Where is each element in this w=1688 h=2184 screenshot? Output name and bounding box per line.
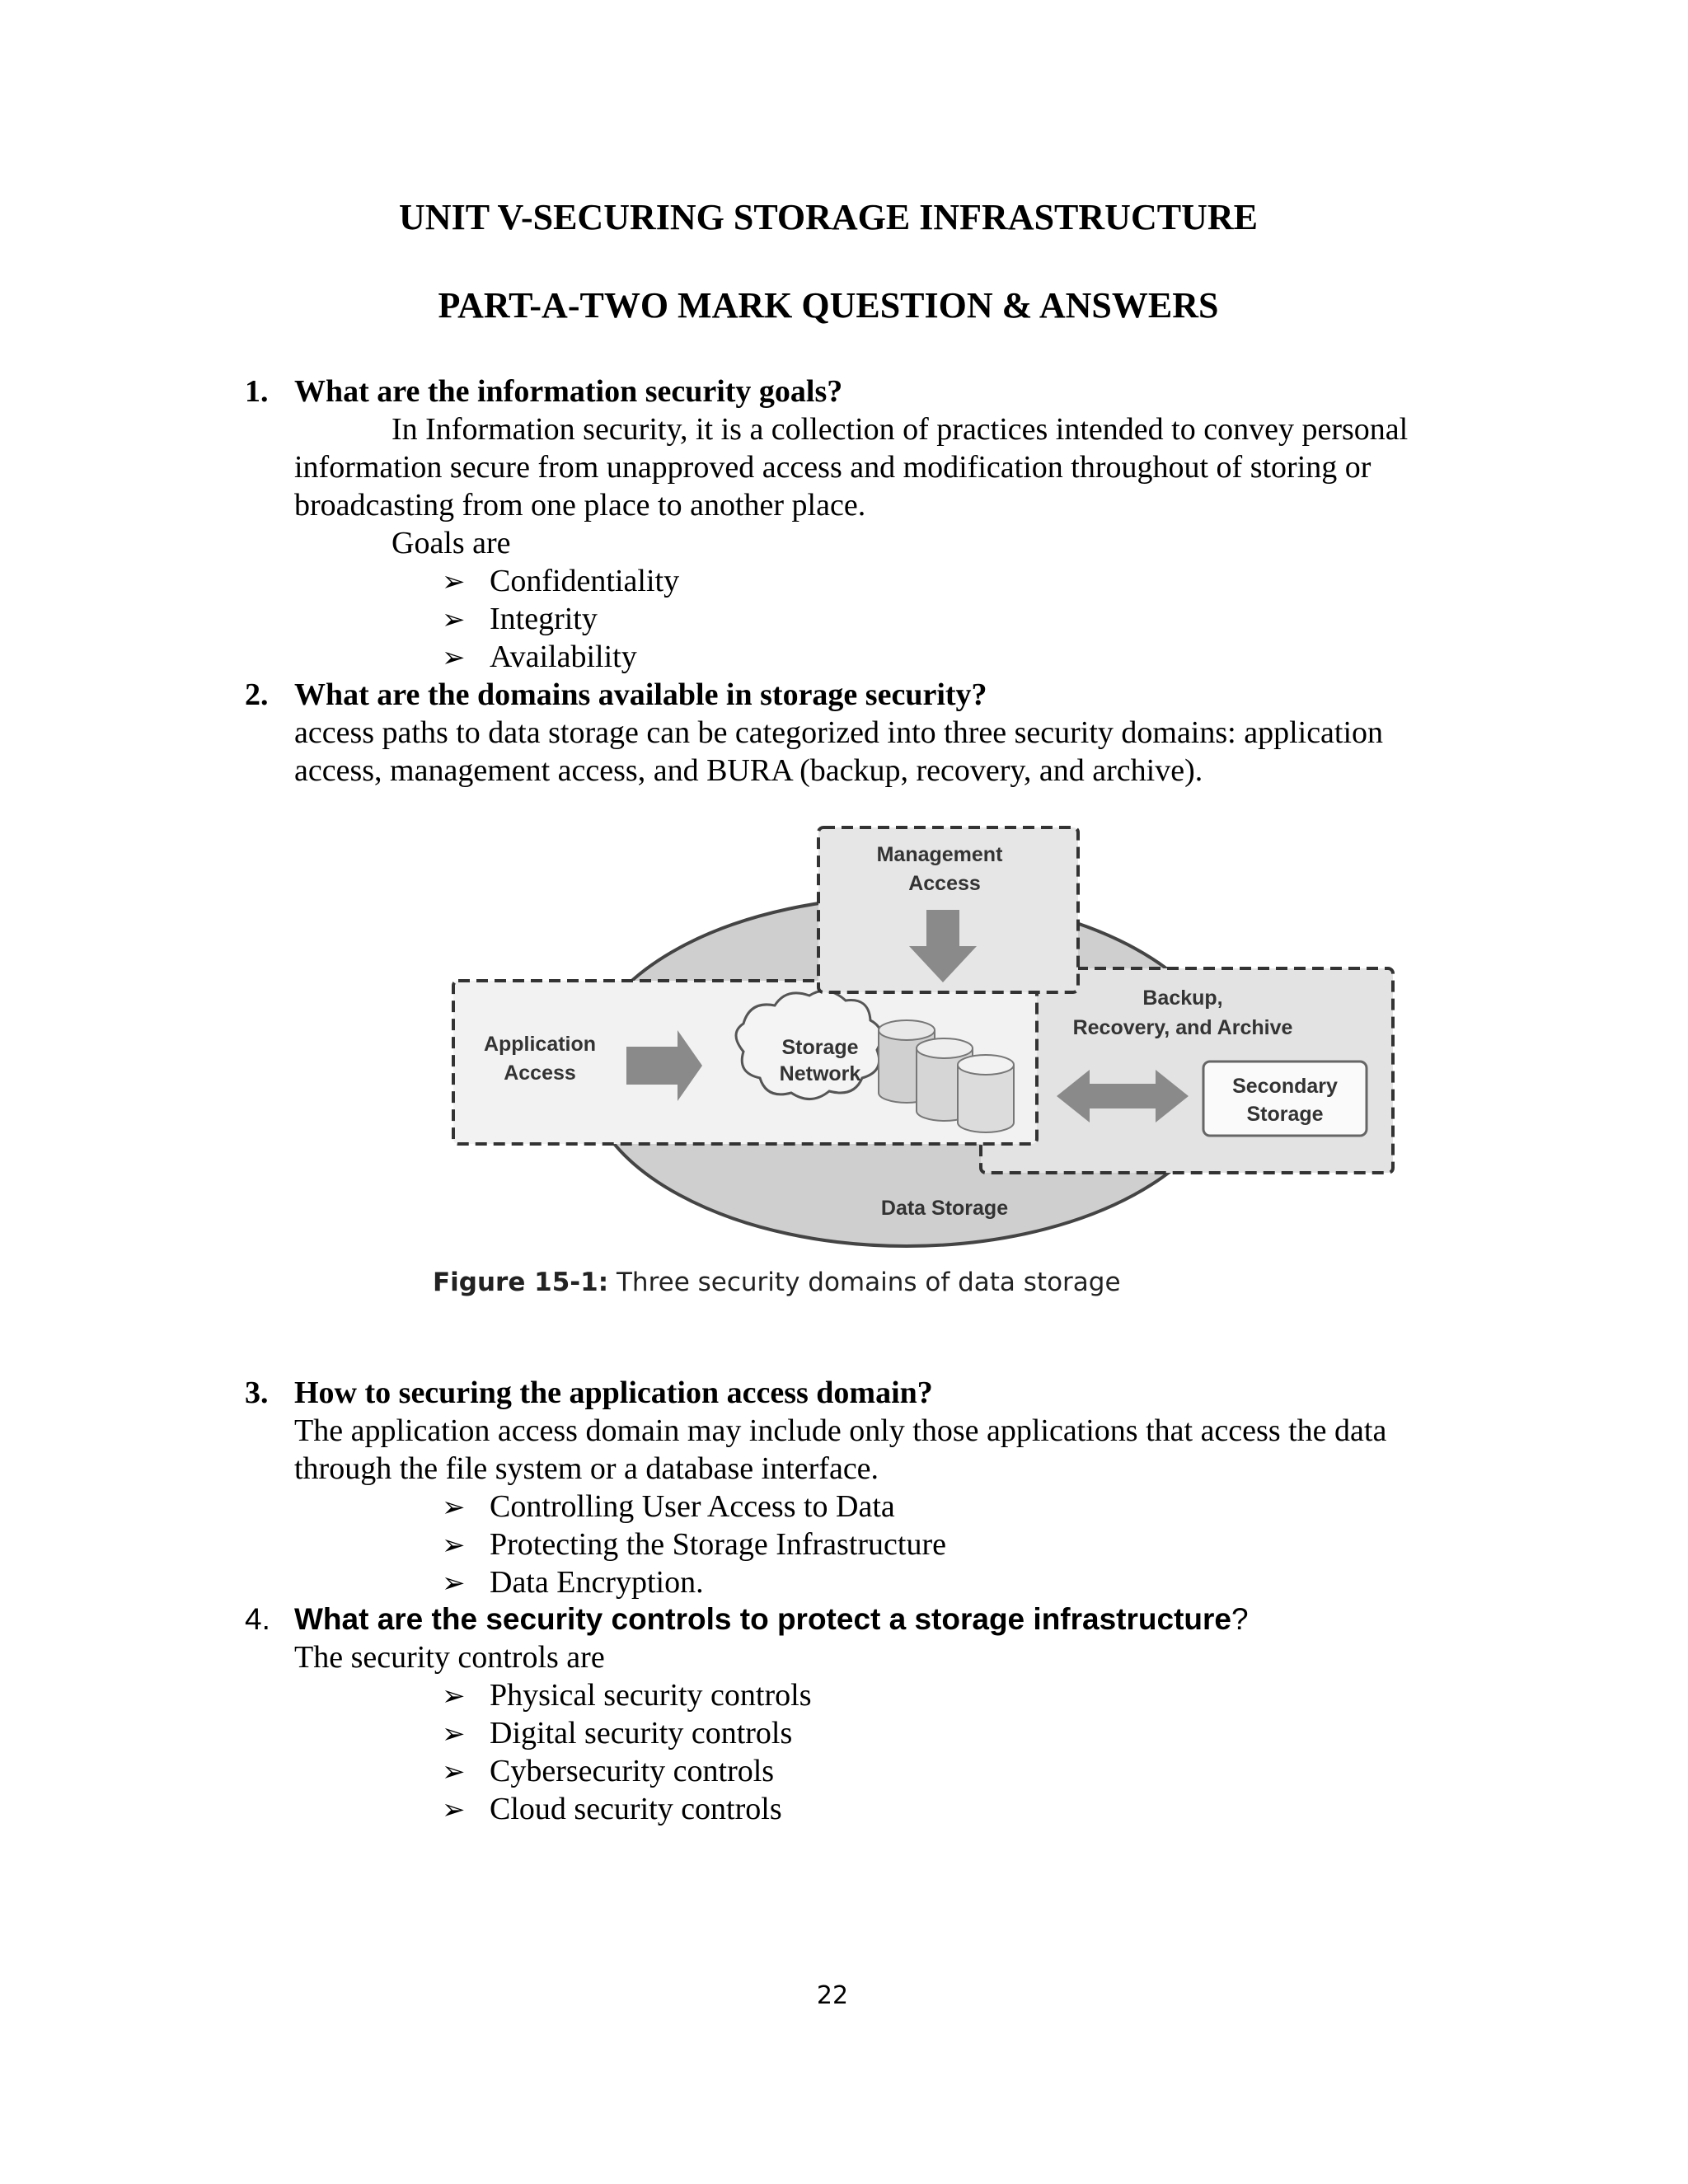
application-access-line1: Application bbox=[483, 1033, 597, 1056]
part-title: PART-A-TWO MARK QUESTION & ANSWERS bbox=[438, 285, 1219, 326]
list-item: ➢ Availability bbox=[442, 638, 679, 676]
question-text: What are the information security goals? bbox=[294, 374, 843, 409]
q4-intro: The security controls are bbox=[294, 1640, 605, 1675]
list-item: ➢ Controlling User Access to Data bbox=[442, 1488, 946, 1526]
storage-network-line2: Network bbox=[779, 1062, 861, 1085]
q4-items-list bbox=[442, 1676, 811, 1828]
arrow-bullet-icon: ➢ bbox=[442, 1719, 466, 1750]
caption-text: Three security domains of data storage bbox=[608, 1268, 1121, 1297]
question-text: What are the domains available in storage security? bbox=[294, 677, 987, 712]
list-item: ➢ Cloud security controls bbox=[442, 1790, 811, 1828]
list-item: ➢ Confidentiality bbox=[442, 562, 679, 600]
application-access-line2: Access bbox=[504, 1062, 576, 1085]
question-number: 3. bbox=[245, 1376, 269, 1410]
bura-label-line1: Backup, bbox=[1142, 987, 1223, 1010]
unit-title: UNIT V-SECURING STORAGE INFRASTRUCTURE bbox=[399, 197, 1258, 237]
page-number: 22 bbox=[816, 1981, 849, 2010]
data-storage-label: Data Storage bbox=[880, 1197, 1009, 1220]
management-access-line1: Management bbox=[876, 843, 1003, 866]
arrow-bullet-icon: ➢ bbox=[442, 1795, 466, 1825]
arrow-bullet-icon: ➢ bbox=[442, 567, 466, 598]
arrow-bullet-icon: ➢ bbox=[442, 1530, 466, 1561]
arrow-bullet-icon: ➢ bbox=[442, 1681, 466, 1712]
list-item: ➢ Digital security controls bbox=[442, 1714, 811, 1752]
arrow-bullet-icon: ➢ bbox=[442, 1493, 466, 1523]
list-item: ➢ Protecting the Storage Infrastructure bbox=[442, 1526, 946, 1563]
q3-answer: The application access domain may include only those applications that access the data through the file system or a database interface. bbox=[294, 1413, 1387, 1486]
q3-items-list bbox=[442, 1488, 946, 1601]
list-item: ➢ Cybersecurity controls bbox=[442, 1752, 811, 1790]
q1-goals-intro: Goals are bbox=[392, 526, 511, 560]
q1-goals-list bbox=[442, 562, 679, 676]
question-number: 4. bbox=[245, 1602, 270, 1636]
question-number: 2. bbox=[245, 677, 269, 712]
secondary-storage-line1: Secondary bbox=[1232, 1075, 1338, 1098]
q1-answer: In Information security, it is a collection of practices intended to convey personal information secure from unapproved access and modification throughout of storing or broadcasting from one place to another place. bbox=[294, 412, 1409, 523]
secondary-storage-line2: Storage bbox=[1246, 1103, 1324, 1126]
question-number: 1. bbox=[245, 374, 269, 409]
management-access-line2: Access bbox=[908, 872, 981, 895]
list-item: ➢ Physical security controls bbox=[442, 1676, 811, 1714]
arrow-bullet-icon: ➢ bbox=[442, 1757, 466, 1788]
question-text: What are the security controls to protect a storage infrastructure? bbox=[294, 1602, 1249, 1636]
figure-caption bbox=[433, 1268, 1121, 1297]
storage-network-line1: Storage bbox=[781, 1036, 859, 1059]
list-item: ➢ Integrity bbox=[442, 600, 679, 638]
arrow-bullet-icon: ➢ bbox=[442, 605, 466, 635]
list-item: ➢ Data Encryption. bbox=[442, 1563, 946, 1601]
question-text: How to securing the application access domain? bbox=[294, 1376, 933, 1410]
bura-label-line2: Recovery, and Archive bbox=[1072, 1016, 1293, 1039]
q2-answer: access paths to data storage can be categorized into three security domains: application access, management access, and BURA (backup, recovery, and archive). bbox=[294, 715, 1384, 788]
arrow-bullet-icon: ➢ bbox=[442, 643, 466, 673]
caption-label: Figure 15-1: bbox=[433, 1268, 609, 1297]
arrow-bullet-icon: ➢ bbox=[442, 1568, 466, 1599]
security-domains-diagram bbox=[437, 816, 1409, 1261]
